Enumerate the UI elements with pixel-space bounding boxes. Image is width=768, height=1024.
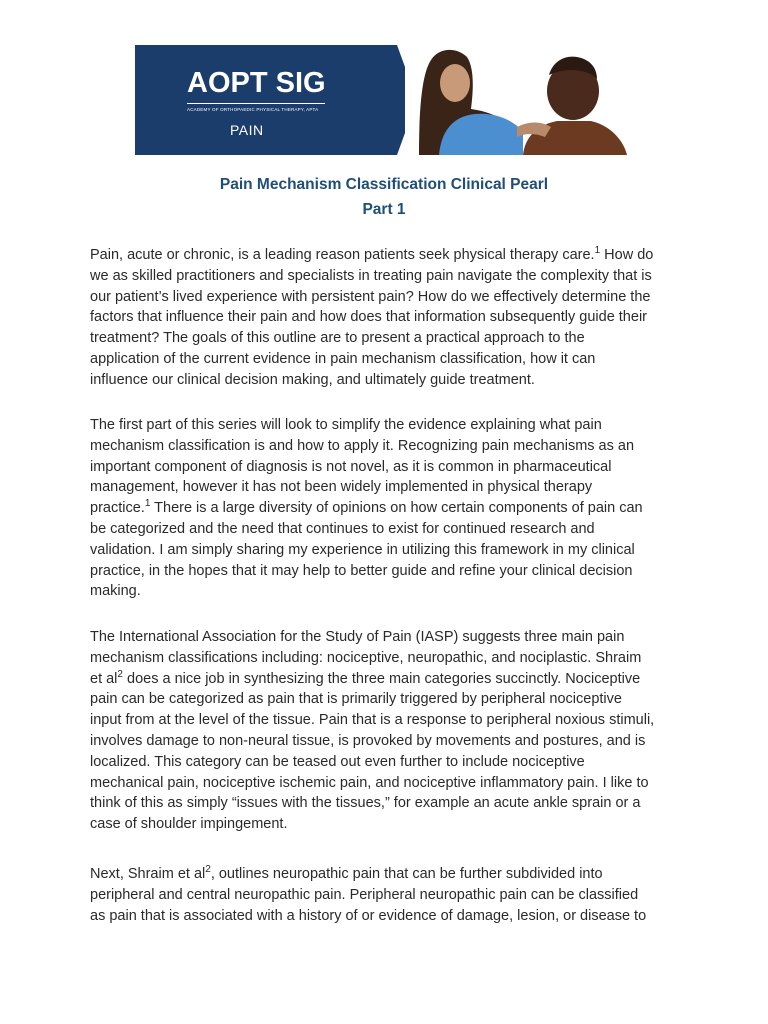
text-run: practice. <box>90 500 145 517</box>
paragraph-line: be categorized and the need that continues to exist for continued research and <box>90 520 595 537</box>
paragraph-line: influence our clinical decision making, and ultimately guide treatment. <box>90 371 535 388</box>
paragraph-4 <box>90 864 690 926</box>
paragraph-2 <box>90 415 690 602</box>
paragraph-line <box>90 245 690 266</box>
paragraph-line: mechanical pain, nociceptive ischemic pain, and nociceptive inflammatory pain. I like to <box>90 774 649 791</box>
paragraph-line: peripheral and central neuropathic pain. Peripheral neuropathic pain can be classified <box>90 886 639 903</box>
paragraph-line: making. <box>90 583 141 600</box>
citation-superscript: 1 <box>144 498 151 510</box>
paragraph-line: important component of diagnosis is not novel, as it is common in pharmaceutical <box>90 458 612 475</box>
citation-superscript: 2 <box>117 668 123 680</box>
text-run: does a nice job in synthesizing the three main categories succinctly. Nociceptive <box>122 670 641 687</box>
text-run: Next, Shraim et al <box>90 866 206 882</box>
paragraph-line: think of this as simply “issues with the tissues,” for example an acute ankle sprain or a <box>90 795 641 812</box>
aopt-sig-logo: AOPT SIG <box>187 67 326 99</box>
paragraph-line: application of the current evidence in pain mechanism classification, how it can <box>90 350 596 367</box>
logo-section-label: PAIN <box>230 122 264 138</box>
paragraph-line: mechanism classification is and how to apply it. Recognizing pain mechanisms as an <box>90 437 635 454</box>
paragraph-line: input from at the level of the tissue. Pain that is a response to peripheral noxious stimuli, <box>90 712 655 729</box>
document-subtitle: Part 1 <box>362 201 406 218</box>
paragraph-line: our patient’s lived experience with persistent pain? How do we effectively determine the <box>90 288 651 305</box>
paragraph-line: we as skilled practitioners and specialists in treating pain navigate the complexity that is <box>90 267 652 284</box>
paragraph-line: The International Association for the Study of Pain (IASP) suggests three main pain <box>90 629 625 645</box>
header-banner <box>135 45 633 155</box>
text-run: There is a large diversity of opinions on how certain components of pain can <box>150 500 643 517</box>
paragraph-line <box>90 498 690 519</box>
paragraph-line: factors that influence their pain and how does that information subsequently guide their <box>90 309 647 326</box>
logo-underline <box>187 102 325 105</box>
paragraph-3 <box>90 627 690 835</box>
citation-superscript: 1 <box>594 245 601 256</box>
text-run: How do <box>600 247 654 263</box>
paragraph-line: localized. This category can be teased out even further to include nociceptive <box>90 753 585 770</box>
banner-photo <box>405 45 633 155</box>
paragraph-line <box>90 669 690 690</box>
paragraph-line: case of shoulder impingement. <box>90 816 288 833</box>
citation-superscript: 2 <box>205 864 211 875</box>
paragraph-line <box>90 864 690 885</box>
paragraph-line: as pain that is associated with a history of or evidence of damage, lesion, or disease to <box>90 907 647 924</box>
paragraph-line: The first part of this series will look to simplify the evidence explaining what pain <box>90 417 602 433</box>
paragraph-line: treatment? The goals of this outline are to present a practical approach to the <box>90 330 585 347</box>
paragraph-line: practice, in the hopes that it may help to better guide and refine your clinical decision <box>90 562 633 579</box>
paragraph-line: management, however it has not been widely implemented in physical therapy <box>90 479 593 496</box>
paragraph-line: validation. I am simply sharing my experience in utilizing this framework in my clinical <box>90 541 635 558</box>
text-run: , outlines neuropathic pain that can be further subdivided into <box>210 866 603 882</box>
paragraph-1 <box>90 245 690 391</box>
paragraph-line: mechanism classifications including: nociceptive, neuropathic, and nociplastic. Shraim <box>90 649 642 666</box>
document-title: Pain Mechanism Classification Clinical Pearl <box>219 176 549 193</box>
paragraph-line: pain can be categorized as pain that is primarily triggered by peripheral nociceptive <box>90 691 622 708</box>
paragraph-line: involves damage to non-neural tissue, is provoked by movements and postures, and is <box>90 732 646 749</box>
logo-subtitle: ACADEMY OF ORTHOPAEDIC PHYSICAL THERAPY, APTA <box>187 107 319 112</box>
text-run: et al <box>90 670 118 687</box>
text-run: Pain, acute or chronic, is a leading reason patients seek physical therapy care. <box>90 247 595 263</box>
